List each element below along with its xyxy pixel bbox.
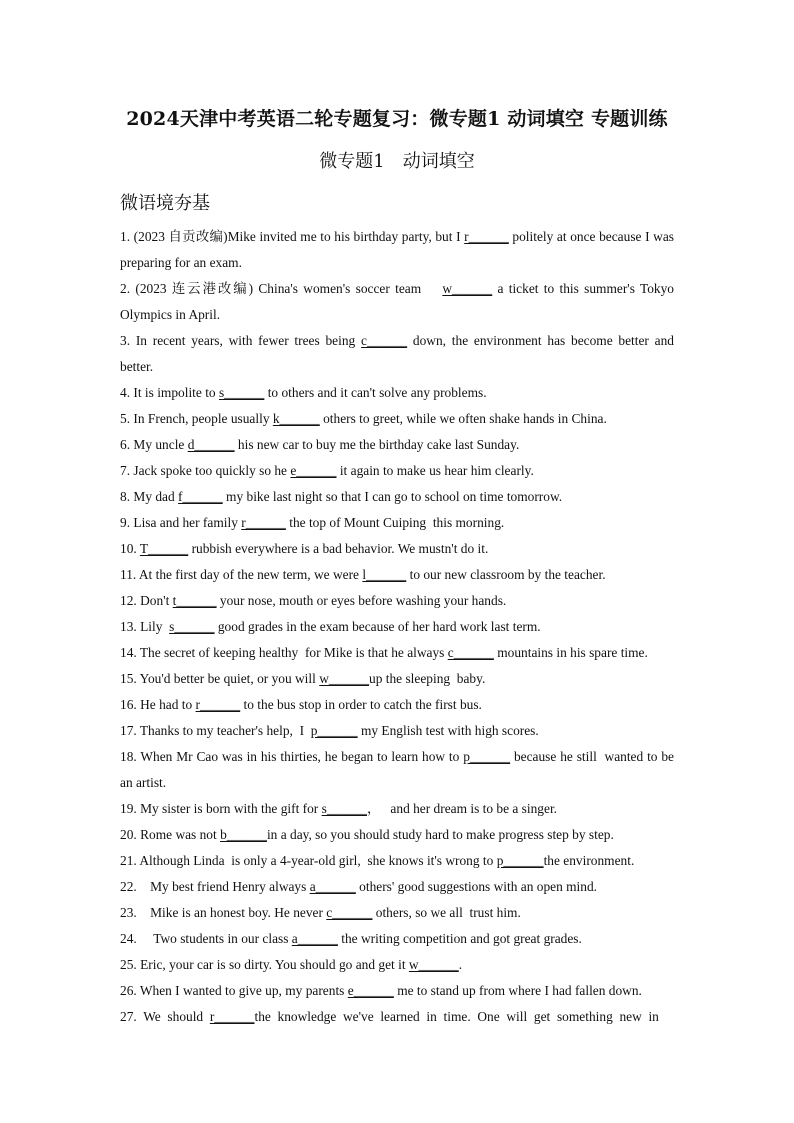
question-text-after: my English test with high scores. bbox=[357, 723, 539, 738]
question-item bbox=[120, 510, 674, 536]
answer-blank: w______ bbox=[319, 671, 370, 686]
question-text-after: it again to make us hear him clearly. bbox=[336, 463, 534, 478]
answer-blank: s______ bbox=[321, 801, 367, 816]
question-number: 2. bbox=[120, 281, 131, 296]
question-text-before: Eric, your car is so dirty. You should go and get it bbox=[140, 957, 409, 972]
question-number: 6. bbox=[120, 437, 131, 452]
answer-blank: c______ bbox=[361, 333, 408, 348]
question-text-before: Lily bbox=[140, 619, 170, 634]
answer-blank: r______ bbox=[209, 1009, 255, 1024]
question-item bbox=[120, 718, 674, 744]
question-text-before: He had to bbox=[140, 697, 196, 712]
answer-blank: c______ bbox=[447, 645, 494, 660]
answer-blank: e______ bbox=[347, 983, 394, 998]
answer-blank: p______ bbox=[496, 853, 544, 868]
question-text-after: others, so we all trust him. bbox=[372, 905, 521, 920]
question-item bbox=[120, 328, 678, 380]
question-number: 8. bbox=[120, 489, 131, 504]
question-number: 22. bbox=[120, 879, 137, 894]
question-text-before: My best friend Henry always bbox=[140, 879, 310, 894]
question-text-after: my bike last night so that I can go to school on time tomorrow. bbox=[222, 489, 563, 504]
question-text-before: (2023 连云港改编) China's women's soccer team bbox=[135, 281, 443, 296]
question-item bbox=[120, 640, 674, 666]
question-number: 19. bbox=[120, 801, 137, 816]
answer-blank: a______ bbox=[291, 931, 338, 946]
question-item bbox=[120, 900, 674, 926]
question-text-before: My sister is born with the gift for bbox=[140, 801, 322, 816]
question-text-before: Lisa and her family bbox=[133, 515, 242, 530]
question-number: 16. bbox=[120, 697, 137, 712]
question-text-before: Two students in our class bbox=[140, 931, 292, 946]
question-item bbox=[120, 848, 674, 874]
question-text-after: the environment. bbox=[543, 853, 635, 868]
question-number: 25. bbox=[120, 957, 137, 972]
question-number: 15. bbox=[120, 671, 137, 686]
question-item bbox=[120, 1004, 674, 1030]
question-item bbox=[120, 380, 674, 406]
question-item bbox=[120, 458, 674, 484]
answer-blank: p______ bbox=[463, 749, 511, 764]
question-text-after: others' good suggestions with an open mind. bbox=[355, 879, 598, 894]
answer-blank: a______ bbox=[309, 879, 356, 894]
question-number: 4. bbox=[120, 385, 131, 400]
answer-blank: d______ bbox=[187, 437, 235, 452]
answer-blank: r______ bbox=[464, 229, 509, 244]
question-item bbox=[120, 406, 674, 432]
question-item bbox=[120, 796, 674, 822]
question-number: 18. bbox=[120, 749, 137, 764]
answer-blank: w______ bbox=[408, 957, 459, 972]
question-item bbox=[120, 276, 678, 328]
question-text-after: a ticket to this summer's Tokyo Olympics in April. bbox=[120, 281, 678, 322]
answer-blank: l______ bbox=[362, 567, 407, 582]
question-item bbox=[120, 224, 678, 276]
question-text-before: You'd better be quiet, or you will bbox=[139, 671, 320, 686]
question-list bbox=[120, 224, 678, 1030]
answer-blank: f______ bbox=[178, 489, 223, 504]
question-number: 7. bbox=[120, 463, 131, 478]
question-text-after: others to greet, while we often shake hands in China. bbox=[319, 411, 607, 426]
question-text-after: in a day, so you should study hard to make progress step by step. bbox=[266, 827, 614, 842]
answer-blank: s______ bbox=[218, 385, 265, 400]
question-number: 13. bbox=[120, 619, 137, 634]
question-number: 14. bbox=[120, 645, 137, 660]
answer-blank: b______ bbox=[220, 827, 267, 842]
question-text-after: to others and it can't solve any problems. bbox=[264, 385, 487, 400]
question-number: 21. bbox=[120, 853, 137, 868]
question-item bbox=[120, 926, 674, 952]
question-text-after: rubbish everywhere is a bad behavior. We mustn't do it. bbox=[188, 541, 489, 556]
question-text-after: his new car to buy me the birthday cake last Sunday. bbox=[234, 437, 520, 452]
question-text-before: It is impolite to bbox=[133, 385, 219, 400]
question-text-before: Although Linda is only a 4-year-old girl, she knows it's wrong to bbox=[139, 853, 497, 868]
question-text-after: the writing competition and got great grades. bbox=[337, 931, 582, 946]
question-number: 12. bbox=[120, 593, 137, 608]
question-item bbox=[120, 822, 674, 848]
answer-blank: p______ bbox=[310, 723, 358, 738]
question-number: 24. bbox=[120, 931, 137, 946]
question-text-after: politely at once because I was preparing for an exam. bbox=[120, 229, 678, 270]
question-text-after: me to stand up from where I had fallen down. bbox=[393, 983, 642, 998]
question-text-after: to our new classroom by the teacher. bbox=[406, 567, 606, 582]
question-item bbox=[120, 666, 674, 692]
question-text-after: mountains in his spare time. bbox=[493, 645, 648, 660]
question-text-before: We should bbox=[140, 1009, 210, 1024]
answer-blank: T______ bbox=[139, 541, 189, 556]
question-number: 10. bbox=[120, 541, 137, 556]
question-number: 3. bbox=[120, 333, 131, 348]
question-item bbox=[120, 614, 674, 640]
question-item bbox=[120, 744, 678, 796]
question-item bbox=[120, 484, 674, 510]
document-title: 2024天津中考英语二轮专题复习：微专题1 动词填空 专题训练 bbox=[126, 108, 668, 130]
question-text-after: because he still wanted to be an artist. bbox=[120, 749, 678, 790]
question-number: 26. bbox=[120, 983, 137, 998]
question-text-before: The secret of keeping healthy for Mike is that he always bbox=[139, 645, 448, 660]
question-number: 17. bbox=[120, 723, 137, 738]
question-item bbox=[120, 536, 674, 562]
question-item bbox=[120, 952, 674, 978]
answer-blank: t______ bbox=[172, 593, 217, 608]
question-item bbox=[120, 562, 674, 588]
question-text-before: At the first day of the new term, we were bbox=[138, 567, 363, 582]
answer-blank: r______ bbox=[195, 697, 241, 712]
question-text-before: Rome was not bbox=[140, 827, 221, 842]
question-item bbox=[120, 432, 674, 458]
question-text-after: good grades in the exam because of her hard work last term. bbox=[214, 619, 541, 634]
question-item bbox=[120, 588, 674, 614]
question-text-before: When Mr Cao was in his thirties, he began to learn how to bbox=[140, 749, 464, 764]
question-text-after: the knowledge we've learned in time. One will get something new in bbox=[254, 1009, 659, 1024]
question-text-after: . bbox=[458, 957, 463, 972]
question-number: 5. bbox=[120, 411, 131, 426]
question-text-before: In recent years, with fewer trees being bbox=[135, 333, 362, 348]
question-item bbox=[120, 874, 674, 900]
question-text-before: When I wanted to give up, my parents bbox=[139, 983, 348, 998]
question-text-after: ， and her dream is to be a singer. bbox=[367, 801, 558, 816]
question-text-after: up the sleeping baby. bbox=[369, 671, 486, 686]
document-subtitle: 微专题1 动词填空 bbox=[319, 151, 475, 172]
question-text-after: to the bus stop in order to catch the first bus. bbox=[240, 697, 482, 712]
question-text-before: In French, people usually bbox=[133, 411, 273, 426]
question-text-after: your nose, mouth or eyes before washing your hands. bbox=[216, 593, 507, 608]
answer-blank: r______ bbox=[241, 515, 286, 530]
question-text-before: Don't bbox=[140, 593, 173, 608]
question-number: 27. bbox=[120, 1009, 137, 1024]
answer-blank: s______ bbox=[169, 619, 215, 634]
question-text-before: Jack spoke too quickly so he bbox=[133, 463, 291, 478]
question-text-before: (2023 自贡改编)Mike invited me to his birthday party, but I bbox=[133, 229, 465, 244]
answer-blank: e______ bbox=[290, 463, 337, 478]
answer-blank: w______ bbox=[442, 281, 493, 296]
question-number: 9. bbox=[120, 515, 131, 530]
question-number: 23. bbox=[120, 905, 137, 920]
question-number: 11. bbox=[120, 567, 137, 582]
question-text-before: Mike is an honest boy. He never bbox=[140, 905, 327, 920]
question-number: 1. bbox=[120, 229, 131, 244]
question-item bbox=[120, 692, 674, 718]
question-text-before: Thanks to my teacher's help, I bbox=[139, 723, 311, 738]
answer-blank: k______ bbox=[272, 411, 320, 426]
question-number: 20. bbox=[120, 827, 137, 842]
question-text-after: the top of Mount Cuiping this morning. bbox=[285, 515, 505, 530]
section-heading: 微语境夯基 bbox=[120, 193, 210, 214]
question-text-before: My dad bbox=[133, 489, 179, 504]
question-item bbox=[120, 978, 674, 1004]
question-text-before: My uncle bbox=[133, 437, 188, 452]
question-text-after: down, the environment has become better and better. bbox=[120, 333, 678, 374]
answer-blank: c______ bbox=[326, 905, 373, 920]
